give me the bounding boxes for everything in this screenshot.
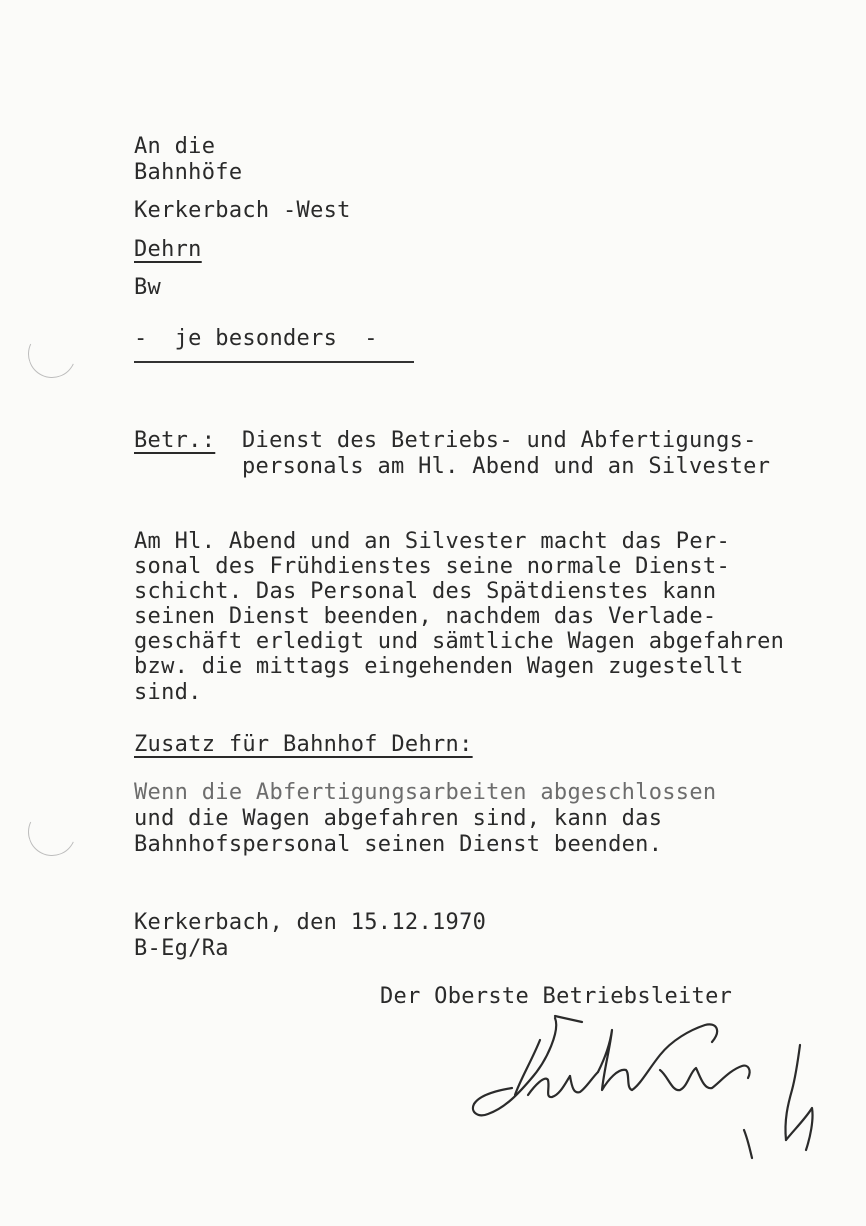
body-line-3: schicht. Das Personal des Spätdienstes kann [134,579,717,604]
address-line-dehrn: Dehrn [134,237,202,262]
reference-code: B-Eg/Ra [134,936,229,961]
subject-line-1: Dienst des Betriebs- und Abfertigungs- [242,428,757,453]
place-date: Kerkerbach, den 15.12.1970 [134,910,487,935]
body-line-7: sind. [134,680,202,705]
signatory-title: Der Oberste Betriebsleiter [380,984,733,1009]
addendum-line-1: Wenn die Abfertigungsarbeiten abgeschlossen [134,780,717,805]
subject-line-2: personals am Hl. Abend und an Silvester [242,454,771,479]
body-line-5: geschäft erledigt und sämtliche Wagen abgefahren [134,629,785,654]
addendum-line-3: Bahnhofspersonal seinen Dienst beenden. [134,832,663,857]
address-line-distribution: - je besonders - [134,326,378,351]
address-line-recipient: An die [134,134,216,159]
addendum-line-2: und die Wagen abgefahren sind, kann das [134,806,663,831]
addendum-heading: Zusatz für Bahnhof Dehrn: [134,732,473,757]
address-line-kerkerbach: Kerkerbach -West [134,198,351,223]
body-line-6: bzw. die mittags eingehenden Wagen zugestellt [134,654,744,679]
body-line-4: seinen Dienst beenden, nachdem das Verlade- [134,604,717,629]
subject-label: Betr.: [134,428,216,453]
body-line-2: sonal des Frühdienstes seine normale Dienst- [134,554,730,579]
address-line-stations: Bahnhöfe [134,160,243,185]
address-line-bw: Bw [134,275,162,300]
body-line-1: Am Hl. Abend und an Silvester macht das Per- [134,529,730,554]
